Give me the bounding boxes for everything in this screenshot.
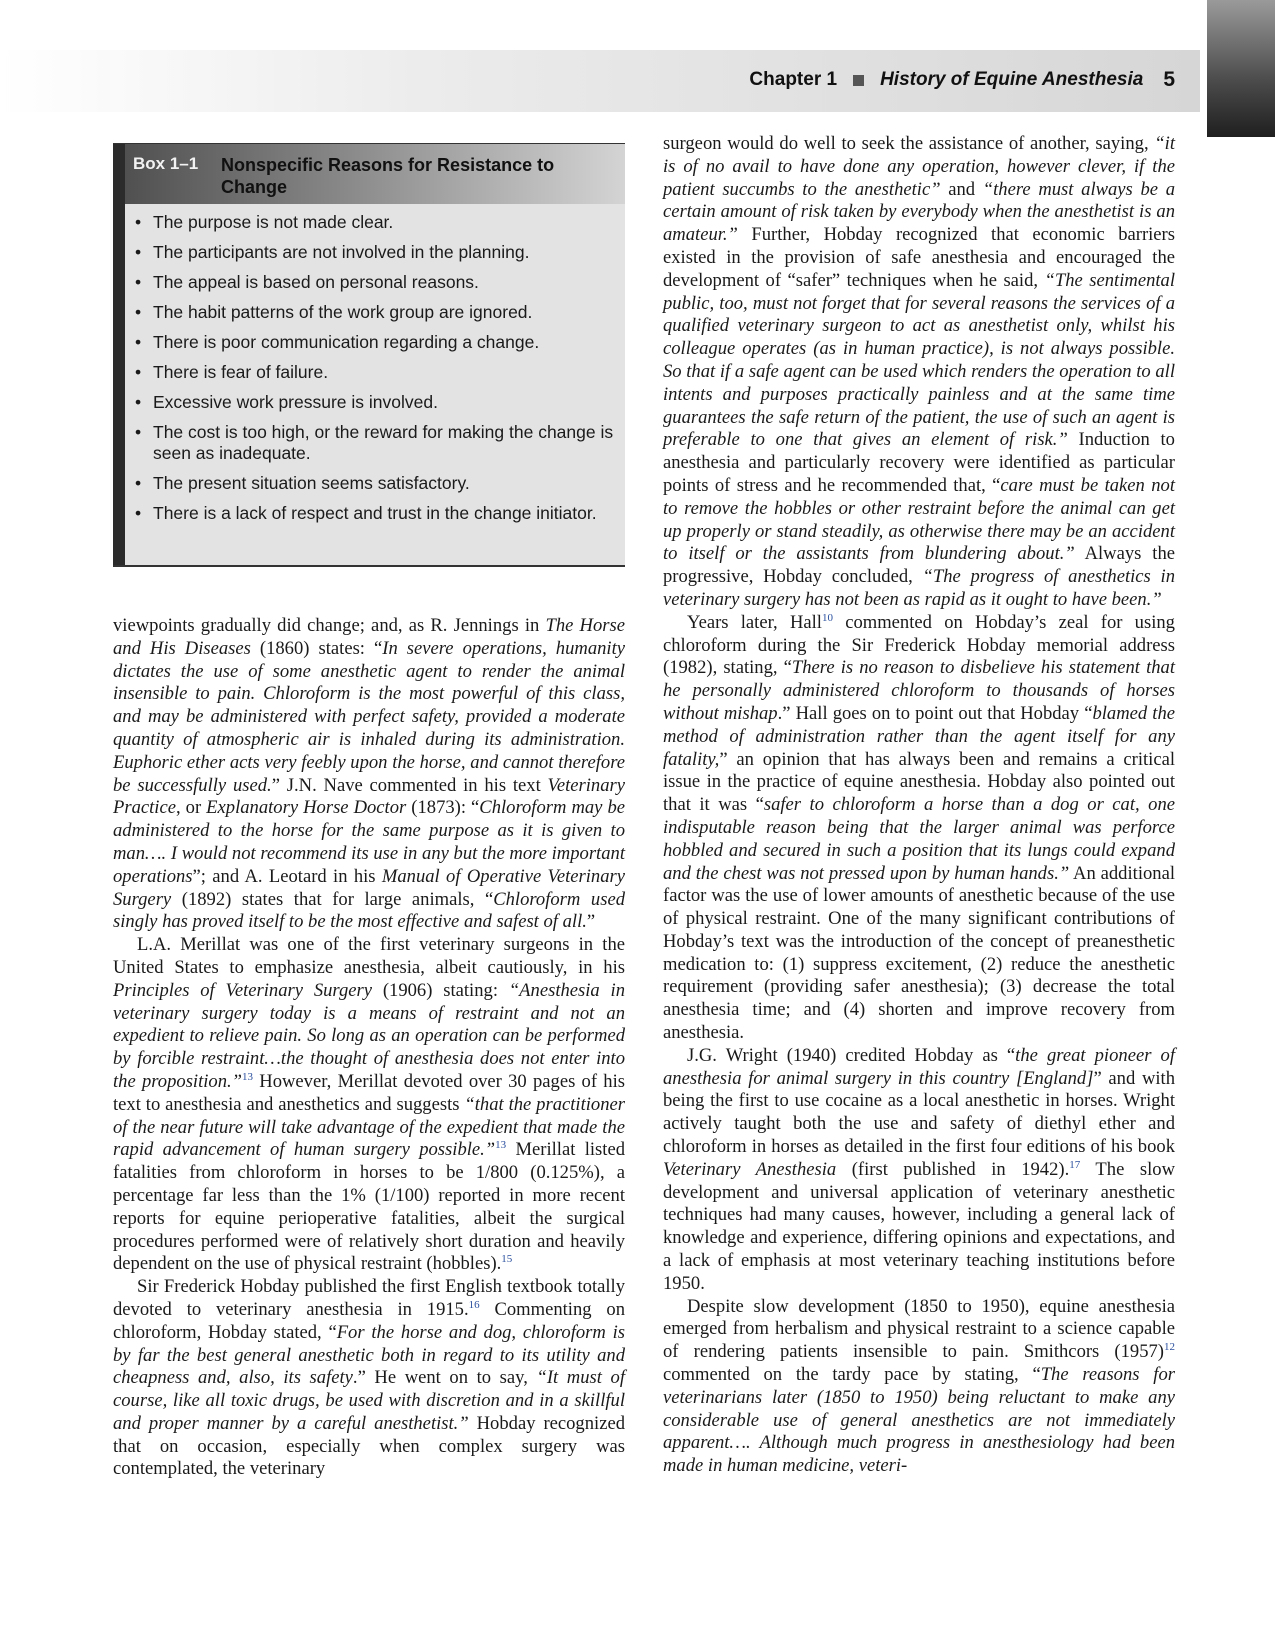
square-separator-icon	[853, 75, 864, 86]
list-item: • The cost is too high, or the reward for making the change is seen as inadequate.	[135, 422, 615, 464]
text-span: Hobday recognized that on occasion, especially when complex surgery was contemplated, the veterinary	[113, 1412, 625, 1480]
box-title: Nonspecific Reasons for Resistance to Change	[221, 155, 555, 197]
text-span: The slow development and universal application of veterinary anesthetic techniques had many causes, however, including a general lack of knowledge and experience, differing opinions and expectations, and a lack of emphasis at most veterinary teaching institutions before 1950.	[663, 1158, 1175, 1294]
quote: Chloroform may be administered to the horse for the same purpose as it is given to man…. I would not recommend its use in any but the more important operations	[113, 797, 625, 887]
text-span: commented on the tardy pace by stating, “	[663, 1364, 1041, 1386]
text-span: (first published in 1942).	[836, 1158, 1070, 1180]
quote: There is no reason to disbelieve his statement that he personally administered chloroform to thousands of horses without mishap	[663, 657, 1176, 724]
corner-tab	[1207, 0, 1275, 137]
book-title: The Horse and His Diseases	[113, 615, 625, 659]
text-span: ”; and A. Leotard in his	[192, 865, 382, 887]
list-item: • The present situation seems satisfactory.	[135, 473, 615, 494]
left-column	[113, 615, 625, 1481]
list-item: • The purpose is not made clear.	[135, 212, 615, 233]
text-span: (1873): “	[406, 797, 480, 819]
quote: the great pioneer of anesthesia for animal surgery in this country [England]	[663, 1044, 1175, 1089]
quote: “there must always be a certain amount of risk taken by everybody when the anesthetist is an amateur.”	[663, 178, 1176, 246]
text-span: Years later, Hall	[687, 611, 822, 633]
book-title: Veterinary Anesthesia	[663, 1158, 837, 1180]
list-item: • Excessive work pressure is involved.	[135, 392, 615, 413]
quote: safer to chloroform a horse than a dog or cat, one indisputable reason being that the larger animal was perforce hobbled and secured in such a position that its lungs could expand and the chest was not pressed upon by human hands.”	[663, 794, 1175, 884]
reference-link[interactable]: 12	[1164, 1341, 1175, 1354]
quote: The reasons for veterinarians later (1850 to 1950) being reluctant to make any considerable use of general anesthetics are not immediately apparent…. Although much progress in anesthesiology had been made in human medicine, veteri-	[663, 1364, 1175, 1477]
page-number: 5	[1163, 68, 1175, 91]
reference-link[interactable]: 17	[1069, 1158, 1081, 1171]
quote: “The sentimental public, too, must not forget that for several reasons the services of a qualified veterinary surgeon to act as anesthetist only, whilst his colleague operates (as in human practice), is not always possible. So that if a safe agent can be used which renders the operation to all intents and purposes practically painless and at the same time guarantees the safe return of the patient, the use of such an agent is preferable to one that gives an element of risk.”	[663, 269, 1175, 451]
text-span: Commenting on chloroform, Hobday stated, “	[113, 1298, 625, 1343]
quote: “It must of course, like all toxic drugs, be used with discretion and in a skillful and proper manner by a careful anesthetist.”	[113, 1367, 625, 1434]
paragraph	[663, 1045, 1175, 1296]
text-span: (1860) states: “	[250, 637, 383, 659]
list-item: • The habit patterns of the work group are ignored.	[135, 302, 615, 323]
text-span: .” He went on to say,	[352, 1367, 537, 1389]
text-span: and	[940, 178, 983, 200]
box-list	[135, 212, 615, 524]
text-span: (1906) stating:	[372, 979, 509, 1001]
quote: “Anesthesia in veterinary surgery today is a means of restraint and not an expedient to relieve pain. So long as an operation can be performed by forcible restraint…the thought of anesthesia does not enter into the proposition.”	[113, 979, 626, 1092]
chapter-title: History of Equine Anesthesia	[880, 69, 1144, 90]
text-span: L.A. Merillat was one of the first veterinary surgeons in the United States to emphasize anesthesia, albeit cautiously, in his	[113, 934, 625, 978]
chapter-label: Chapter 1	[749, 69, 838, 90]
text-span: Despite slow development (1850 to 1950), equine anesthesia emerged from herbalism and physical restraint to a science capable of rendering patients insensible to pain. Smithcors (1957)	[663, 1295, 1175, 1363]
reference-link[interactable]: 13	[242, 1070, 254, 1083]
text-span: .” Hall goes on to point out that Hobday “	[777, 702, 1093, 724]
reference-link[interactable]: 16	[468, 1298, 480, 1311]
paragraph	[663, 612, 1175, 1045]
text-span: surgeon would do well to seek the assistance of another, saying,	[663, 133, 1155, 154]
list-item: • There is fear of failure.	[135, 362, 615, 383]
paragraph	[663, 1296, 1175, 1478]
list-item: • The appeal is based on personal reasons.	[135, 272, 615, 293]
text-span: An additional factor was the use of lower amounts of anesthetic because of the use of physical restraint. One of the many significant contributions of Hobday’s text was the introduction of the concept of preanesthetic medication to: (1) suppress excitement, (2) reduce the anesthetic requirement (providing safer anesthesia); (3) decrease the total anesthesia time; and (4) shorten and improve recovery from anesthesia.	[663, 862, 1175, 1044]
quote: “it is of no avail to have done any operation, however clever, if the patient succumbs to the anesthetic”	[663, 133, 1175, 200]
text-span: However, Merillat devoted over 30 pages of his text to anesthesia and anesthetics and suggests	[113, 1070, 625, 1115]
running-head	[749, 68, 1175, 92]
text-span: Induction to anesthesia and particularly recovery were identified as particular points of stress and he recommended that, “	[663, 429, 1175, 496]
paragraph	[113, 1276, 625, 1481]
quote: In severe operations, humanity dictates the use of some anesthetic agent to render the animal insensible to pain. Chloroform is the most powerful of this class, and may be administered with perfect safety, provided a moderate quantity of atmospheric air is inhaled during its administration. Euphoric ether acts very feebly upon the horse, and cannot therefore be successfully used.	[113, 637, 625, 796]
text-span: J.G. Wright (1940) credited Hobday as “	[687, 1044, 1016, 1066]
quote: “that the practitioner of the near future will take advantage of the expedient that made the rapid advancement of human surgery possible.”	[113, 1093, 626, 1161]
box-accent-bar	[113, 144, 125, 565]
quote: care must be taken not to remove the hobbles or other restraint before the animal can get up properly or stand steadily, as otherwise there may be an accident to itself or the assistants from blundering about.”	[663, 474, 1175, 565]
reference-link[interactable]: 13	[495, 1139, 507, 1152]
text-span: ” an opinion that has always been and remains a critical issue in the practice of equine anesthesia. Hobday also pointed out that it was “	[663, 748, 1175, 816]
text-span: Further, Hobday recognized that economic barriers existed in the provision of safe anesthesia and encouraged the development of “safer” techniques when he said,	[663, 224, 1175, 291]
paragraph	[113, 615, 625, 934]
sidebar-box	[113, 143, 625, 567]
book-title: Manual of Operative Veterinary Surgery	[113, 865, 625, 910]
text-span: ” J.N. Nave commented in his text	[271, 774, 548, 796]
text-span: ” and with being the first to use cocaine as a local anesthetic in horses. Wright actively taught both the use and safety of diethyl ether and chloroform in horses as detailed in the first four editions of his book	[663, 1067, 1176, 1158]
right-column	[663, 133, 1175, 1478]
list-item: • There is poor communication regarding a change.	[135, 332, 615, 353]
text-span: Always the progressive, Hobday concluded,	[663, 543, 1175, 588]
box-header	[125, 144, 625, 204]
quote: Chloroform used singly has proved itself to be the most effective and safest of all.	[113, 888, 625, 933]
quote: For the horse and dog, chloroform is by far the best general anesthetic both in regard to its utility and cheapness and, also, its safety	[113, 1321, 625, 1389]
text-span: commented on Hobday’s zeal for using chloroform during the Sir Frederick Hobday memorial address (1982), stating, “	[663, 611, 1175, 679]
reference-link[interactable]: 15	[501, 1253, 513, 1266]
quote: blamed the method of administration rather than the agent itself for any fatality,	[663, 702, 1175, 770]
list-item: • There is a lack of respect and trust in the change initiator.	[135, 503, 615, 524]
paragraph	[663, 133, 1175, 612]
text-span: ”	[586, 911, 596, 933]
list-item: • The participants are not involved in the planning.	[135, 242, 615, 263]
text-span: Sir Frederick Hobday published the first English textbook totally devoted to veterinary anesthesia in 1915.	[113, 1276, 625, 1320]
reference-link[interactable]: 10	[821, 611, 833, 624]
book-title: Principles of Veterinary Surgery	[113, 979, 373, 1001]
quote: “The progress of anesthetics in veterinary surgery has not been as rapid as it ought to have been.”	[663, 566, 1176, 610]
book-title: Explanatory Horse Doctor	[206, 797, 407, 819]
text-span: Merillat listed fatalities from chloroform in horses to be 1/800 (0.125%), a percentage far less than the 1% (1/100) reported in more recent reports for equine perioperative fatalities, albeit the surgical procedures performed were of relatively short duration and heavily dependent on the use of physical restraint (hobbles).	[113, 1139, 625, 1275]
text-span: , or	[175, 797, 207, 819]
text-span: (1892) states that for large animals, “	[171, 888, 494, 910]
paragraph	[113, 934, 625, 1276]
text-span: viewpoints gradually did change; and, as R. Jennings in	[113, 615, 546, 636]
book-title: Veterinary Practice	[113, 774, 625, 819]
box-label: Box 1–1	[133, 154, 199, 173]
